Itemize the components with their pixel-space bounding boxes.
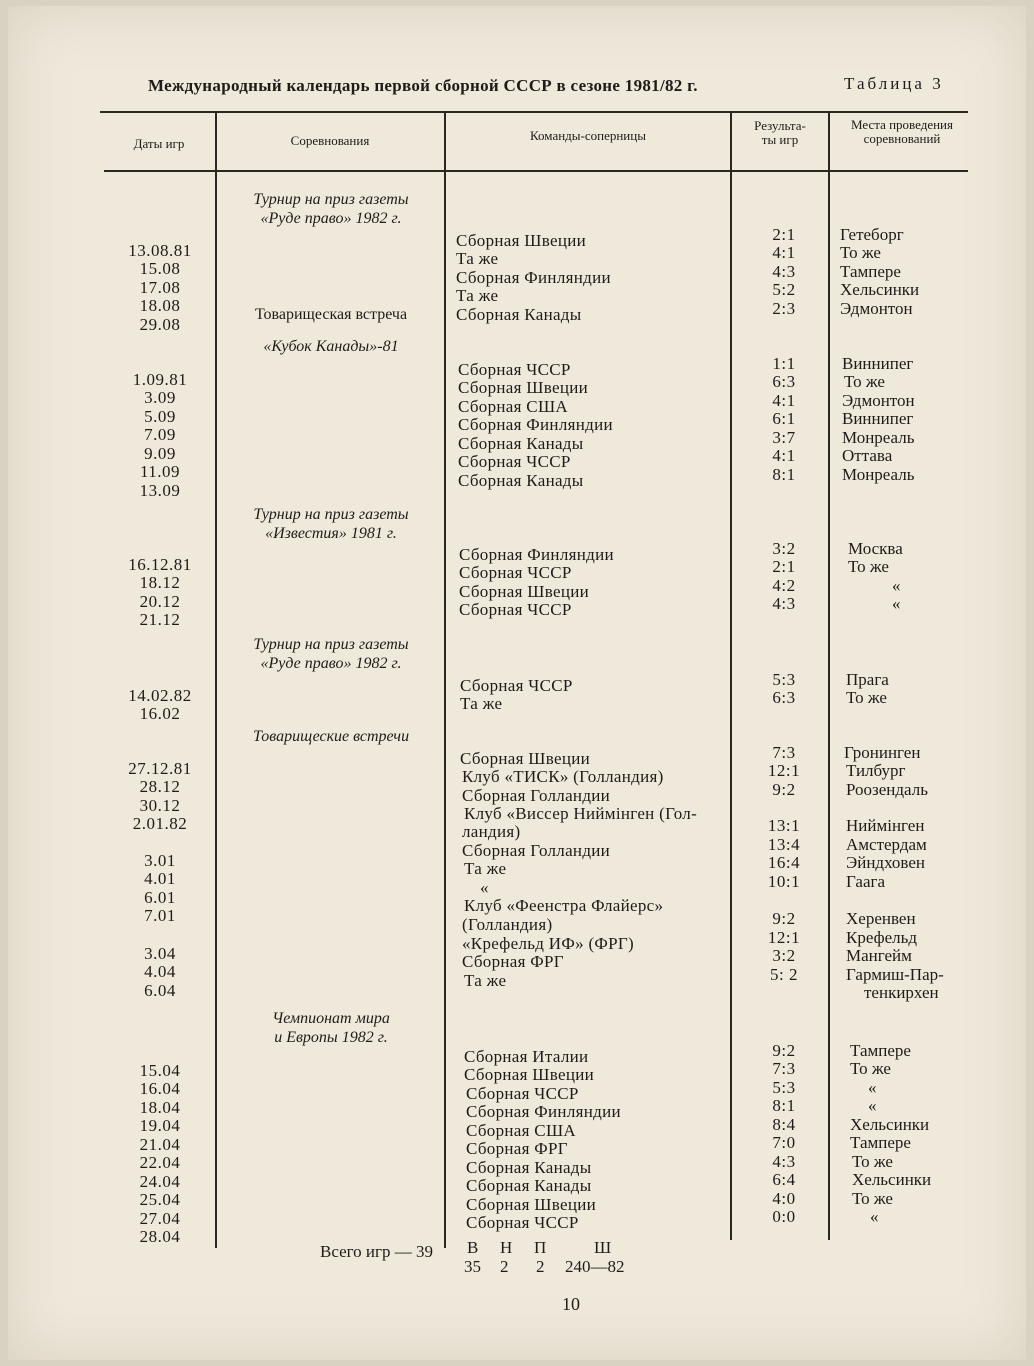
header-dates: Даты игр xyxy=(133,136,185,151)
game-date: 6.01 xyxy=(144,888,176,907)
opponent-team: Сборная Финляндии xyxy=(466,1102,621,1121)
game-date: 3.01 xyxy=(144,851,176,870)
competition-label xyxy=(218,727,444,746)
game-date: 18.04 xyxy=(139,1098,181,1117)
game-result: 4:0 xyxy=(772,1189,796,1208)
opponent-team: Та же xyxy=(456,249,499,268)
game-date: 21.12 xyxy=(139,610,181,629)
competition-line: Турнир на приз газеты xyxy=(253,636,409,653)
opponent-team: Сборная Швеции xyxy=(456,231,587,250)
summary-letter: П xyxy=(534,1238,547,1257)
game-venue: Монреаль xyxy=(842,428,915,447)
game-date: 28.12 xyxy=(139,777,181,796)
game-date: 7.01 xyxy=(144,906,176,925)
game-date: 29.08 xyxy=(139,315,181,334)
game-result: 13:1 xyxy=(767,816,801,835)
game-result: 4:1 xyxy=(772,243,796,262)
game-venue: Ниймінген xyxy=(846,816,925,835)
game-venue: Тампере xyxy=(840,262,901,281)
competition-line: «Кубок Канады»-81 xyxy=(263,338,399,355)
game-date: 5.09 xyxy=(144,407,176,426)
game-date: 7.09 xyxy=(144,425,176,444)
game-venue: То же xyxy=(852,1189,893,1208)
column-divider-2 xyxy=(444,112,446,1248)
game-venue: Монреаль xyxy=(842,465,915,484)
game-result: 5:3 xyxy=(772,670,796,689)
summary-letter: В xyxy=(467,1238,479,1257)
opponent-team: Сборная ЧССР xyxy=(459,600,572,619)
game-result: 3:2 xyxy=(772,946,796,965)
opponent-team: Клуб «Феенстра Флайерс» xyxy=(464,896,664,915)
game-result: 8:4 xyxy=(772,1115,796,1134)
game-date: 14.02.82 xyxy=(128,686,192,705)
game-venue: Хельсинки xyxy=(840,280,920,299)
game-venue: То же xyxy=(846,688,887,707)
game-date: 3.04 xyxy=(144,944,176,963)
competition-label xyxy=(218,190,444,228)
game-venue: « xyxy=(868,1096,877,1115)
game-result: 0:0 xyxy=(772,1207,796,1226)
game-date: 15.04 xyxy=(139,1061,181,1080)
game-venue: Тампере xyxy=(850,1041,911,1060)
game-venue: « xyxy=(868,1078,877,1097)
game-venue: Оттава xyxy=(842,446,893,465)
game-result: 4:3 xyxy=(772,1152,796,1171)
header-results-line2: ты игр xyxy=(761,132,799,147)
header-venues-line2: соревнований xyxy=(863,131,941,146)
header-competitions: Соревнования xyxy=(290,133,370,148)
header-bottom-rule xyxy=(104,170,968,172)
opponent-team: Сборная ЧССР xyxy=(459,563,572,582)
opponent-team: Сборная ФРГ xyxy=(466,1139,568,1158)
game-result: 13:4 xyxy=(767,835,801,854)
opponent-team: Сборная США xyxy=(466,1121,576,1140)
opponent-team: Сборная Голландии xyxy=(462,786,611,805)
game-result: 3:7 xyxy=(772,428,796,447)
game-venue: Крефельд xyxy=(846,928,918,947)
game-date: 1.09.81 xyxy=(132,370,188,389)
opponent-team: Сборная ЧССР xyxy=(466,1084,579,1103)
game-venue: Гронинген xyxy=(844,743,921,762)
game-venue: « xyxy=(870,1207,879,1226)
opponent-team: ландия) xyxy=(462,822,521,841)
opponent-team: Та же xyxy=(460,694,503,713)
game-date: 13.09 xyxy=(139,481,181,500)
game-venue: « xyxy=(892,576,901,595)
opponent-team: Сборная ЧССР xyxy=(466,1213,579,1232)
opponent-team: Сборная Финляндии xyxy=(456,268,611,287)
game-result: 4:1 xyxy=(772,446,796,465)
competition-label xyxy=(218,635,444,673)
competition-line: Товарищеские встречи xyxy=(252,728,410,745)
game-venue: Тампере xyxy=(850,1133,911,1152)
game-date: 13.08.81 xyxy=(128,241,192,260)
opponent-team: Сборная Швеции xyxy=(460,749,591,768)
game-date: 11.09 xyxy=(139,462,181,481)
game-date: 4.01 xyxy=(144,869,176,888)
game-result: 6:3 xyxy=(772,372,796,391)
game-date: 25.04 xyxy=(139,1190,181,1209)
opponent-team: Сборная Голландии xyxy=(462,841,611,860)
opponent-team: Сборная Италии xyxy=(464,1047,589,1066)
header-results xyxy=(732,119,828,147)
game-result: 9:2 xyxy=(772,1041,796,1060)
opponent-team: Сборная США xyxy=(458,397,568,416)
game-date: 18.08 xyxy=(139,296,181,315)
game-venue: Эйндховен xyxy=(846,853,925,872)
game-result: 2:1 xyxy=(772,225,796,244)
opponent-team: (Голландия) xyxy=(462,915,553,934)
competition-line: Чемпионат мира xyxy=(272,1010,390,1027)
game-venue: То же xyxy=(852,1152,893,1171)
game-date: 16.04 xyxy=(139,1079,181,1098)
game-result: 2:3 xyxy=(772,299,796,318)
competition-line: Турнир на приз газеты xyxy=(253,191,409,208)
game-result: 8:1 xyxy=(772,1096,796,1115)
game-venue: То же xyxy=(844,372,885,391)
game-result: 7:3 xyxy=(772,1059,796,1078)
competition-label xyxy=(218,337,444,356)
opponent-team: Сборная Швеции xyxy=(466,1195,597,1214)
game-date: 27.04 xyxy=(139,1209,181,1228)
opponent-team: Сборная ЧССР xyxy=(458,452,571,471)
game-result: 4:1 xyxy=(772,391,796,410)
header-venues xyxy=(830,118,974,146)
game-venue: Гармиш-Пар- xyxy=(846,965,944,984)
game-date: 21.04 xyxy=(139,1135,181,1154)
opponent-team: Та же xyxy=(464,859,507,878)
game-result: 10:1 xyxy=(767,872,801,891)
game-venue: « xyxy=(892,594,901,613)
opponent-team: Сборная Швеции xyxy=(458,378,589,397)
competition-line: «Руде право» 1982 г. xyxy=(260,655,402,672)
header-results-line1: Результа- xyxy=(754,118,806,133)
game-date: 15.08 xyxy=(139,259,181,278)
game-result: 16:4 xyxy=(767,853,801,872)
game-result: 9:2 xyxy=(772,780,796,799)
game-result: 4:3 xyxy=(772,262,796,281)
opponent-team: Сборная Канады xyxy=(466,1158,592,1177)
opponent-team: Сборная Канады xyxy=(458,434,584,453)
game-date: 30.12 xyxy=(139,796,181,815)
game-venue: Хельсинки xyxy=(852,1170,932,1189)
game-date: 16.12.81 xyxy=(128,555,192,574)
game-result: 9:2 xyxy=(772,909,796,928)
game-date: 16.02 xyxy=(139,704,181,723)
page-number: 10 xyxy=(562,1294,580,1314)
opponent-team: Сборная Финляндии xyxy=(459,545,614,564)
opponent-team: Сборная Канады xyxy=(466,1176,592,1195)
game-result: 2:1 xyxy=(772,557,796,576)
opponent-team: Клуб «Виссер Ниймінген (Гол- xyxy=(464,804,698,823)
opponent-team: Сборная Швеции xyxy=(459,582,590,601)
game-date: 22.04 xyxy=(139,1153,181,1172)
game-venue: Мангейм xyxy=(846,946,912,965)
opponent-team: Клуб «ТИСК» (Голландия) xyxy=(462,767,664,786)
game-venue: тенкирхен xyxy=(864,983,939,1002)
game-result: 5: 2 xyxy=(770,965,798,984)
game-date: 24.04 xyxy=(139,1172,181,1191)
game-result: 12:1 xyxy=(767,928,801,947)
opponent-team: Сборная Канады xyxy=(458,471,584,490)
summary-total: Всего игр — 39 xyxy=(320,1242,434,1261)
game-date: 18.12 xyxy=(139,573,181,592)
game-date: 9.09 xyxy=(144,444,176,463)
opponent-team: Та же xyxy=(464,971,507,990)
competition-line: и Европы 1982 г. xyxy=(274,1029,388,1046)
opponent-team: Сборная ФРГ xyxy=(462,952,564,971)
game-result: 7:0 xyxy=(772,1133,796,1152)
game-venue: Прага xyxy=(846,670,889,689)
game-result: 5:3 xyxy=(772,1078,796,1097)
opponent-team: Та же xyxy=(456,286,499,305)
game-venue: Виннипег xyxy=(842,354,914,373)
header-top-rule xyxy=(100,111,968,113)
game-result: 7:3 xyxy=(772,743,796,762)
game-date: 2.01.82 xyxy=(132,814,188,833)
summary-letter: Н xyxy=(500,1238,513,1257)
game-date: 4.04 xyxy=(144,962,176,981)
competition-label xyxy=(218,505,444,543)
competition-line: Товарищеская встреча xyxy=(254,306,408,323)
game-result: 6:1 xyxy=(772,409,796,428)
opponent-team: Сборная Финляндии xyxy=(458,415,613,434)
game-result: 4:2 xyxy=(772,576,796,595)
game-result: 4:3 xyxy=(772,594,796,613)
game-date: 28.04 xyxy=(139,1227,181,1246)
competition-label xyxy=(218,305,444,324)
summary-value: 35 xyxy=(464,1257,481,1276)
game-date: 3.09 xyxy=(144,388,176,407)
summary-value: 240—82 xyxy=(565,1257,625,1276)
column-divider-3 xyxy=(730,112,732,1240)
game-venue: Гаага xyxy=(846,872,886,891)
opponent-team: Сборная Канады xyxy=(456,305,582,324)
opponent-team: Сборная ЧССР xyxy=(460,676,573,695)
competition-line: «Руде право» 1982 г. xyxy=(260,210,402,227)
summary-value: 2 xyxy=(500,1257,509,1276)
game-venue: Херенвен xyxy=(846,909,916,928)
game-venue: То же xyxy=(850,1059,891,1078)
header-venues-line1: Места проведения xyxy=(850,117,953,132)
game-result: 1:1 xyxy=(772,354,796,373)
table-label: Таблица 3 xyxy=(844,74,944,93)
game-date: 19.04 xyxy=(139,1116,181,1135)
game-venue: Гетеборг xyxy=(840,225,904,244)
game-date: 20.12 xyxy=(139,592,181,611)
header-opponents: Команды-соперницы xyxy=(530,128,646,143)
summary-value: 2 xyxy=(536,1257,545,1276)
game-venue: Москва xyxy=(848,539,903,558)
game-date: 6.04 xyxy=(144,981,176,1000)
game-venue: Хельсинки xyxy=(850,1115,930,1134)
game-venue: Эдмонтон xyxy=(842,391,915,410)
game-result: 5:2 xyxy=(772,280,796,299)
opponent-team: « xyxy=(480,878,489,897)
game-result: 12:1 xyxy=(767,761,801,780)
competition-line: Турнир на приз газеты xyxy=(253,506,409,523)
game-result: 6:4 xyxy=(772,1170,796,1189)
opponent-team: «Крефельд ИФ» (ФРГ) xyxy=(462,934,634,953)
summary-letter: Ш xyxy=(594,1238,612,1257)
game-venue: Роозендаль xyxy=(846,780,928,799)
competition-label xyxy=(218,1009,444,1047)
game-result: 3:2 xyxy=(772,539,796,558)
opponent-team: Сборная ЧССР xyxy=(458,360,571,379)
game-result: 8:1 xyxy=(772,465,796,484)
game-result: 6:3 xyxy=(772,688,796,707)
game-venue: То же xyxy=(848,557,889,576)
game-venue: Эдмонтон xyxy=(840,299,913,318)
game-venue: Амстердам xyxy=(846,835,927,854)
game-date: 17.08 xyxy=(139,278,181,297)
game-date: 27.12.81 xyxy=(128,759,192,778)
game-venue: То же xyxy=(840,243,881,262)
table-title: Международный календарь первой сборной СССР в сезоне 1981/82 г. xyxy=(148,76,698,95)
opponent-team: Сборная Швеции xyxy=(464,1065,595,1084)
game-venue: Виннипег xyxy=(842,409,914,428)
game-venue: Тилбург xyxy=(846,761,906,780)
competition-line: «Известия» 1981 г. xyxy=(265,525,397,542)
